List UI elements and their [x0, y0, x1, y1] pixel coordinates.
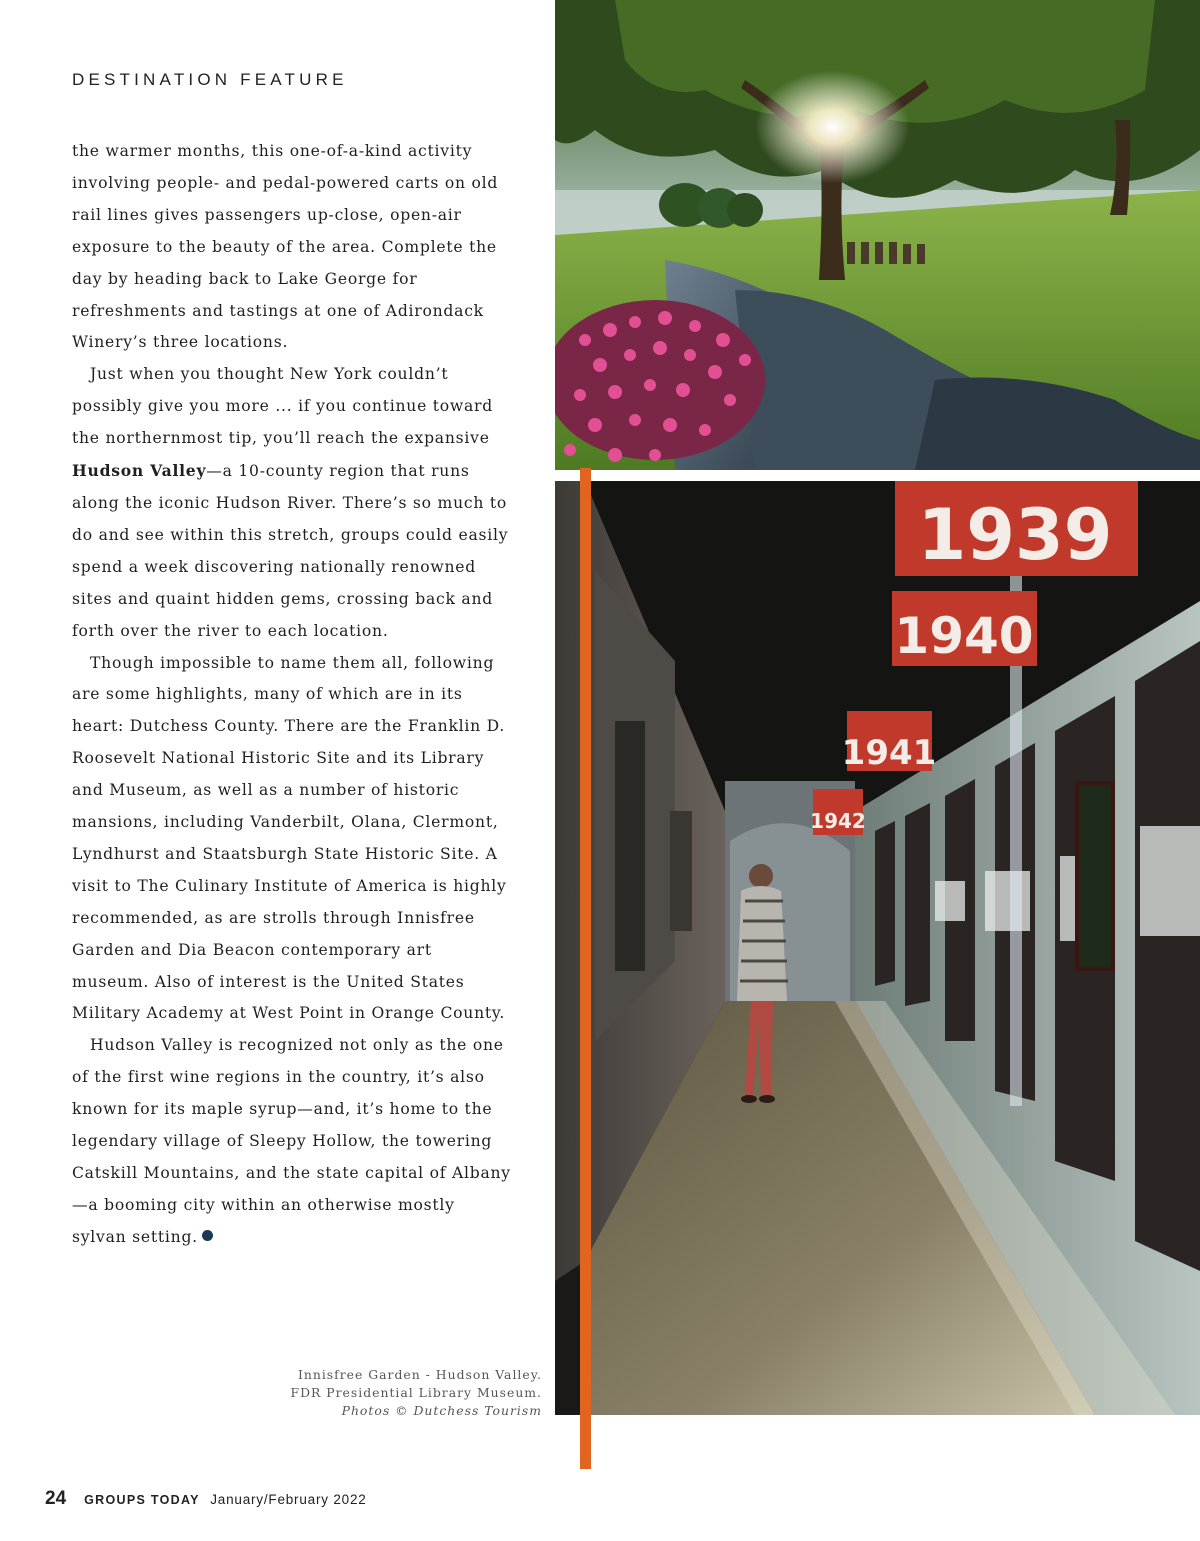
paragraph-3: Though impossible to name them all, following are some highlights, many of which are in its heart: Dutchess County. There are the Franklin D. Roosevelt National Historic Site and its Library and Museum, as well as a number of historic mansions, including Vanderbilt, Olana, Clermont, Lyndhurst and Staatsburgh State Historic Site. A visit to The Culinary Institute of America is highly recommended, as are strolls through Innisfree Garden and Dia Beacon contemporary art museum. Also of interest is the United States Military Academy at West Point in Orange County. [72, 653, 507, 1023]
banner-1940 [892, 591, 1037, 666]
magazine-name: GROUPS TODAY [84, 1493, 200, 1507]
hudson-valley-highlight: Hudson Valley [72, 461, 207, 481]
paragraph-2-rest: —a 10-county region that runs along the iconic Hudson River. There’s so much to do and see within this stretch, groups could easily spend a week discovering nationally renowned sites and quaint hidden gems, crossing back and forth over the river to each location. [72, 462, 509, 640]
page-number: 24 [45, 1488, 67, 1509]
accent-bar [580, 468, 591, 1469]
paragraph-1: the warmer months, this one-of-a-kind activity involving people- and pedal-powered carts on old rail lines gives passengers up-close, open-air exposure to the beauty of the area. Complete the day by heading back to Lake George for refreshments and tastings at one of Adirondack Winery’s three locations. [72, 142, 499, 352]
caption-line-museum: FDR Presidential Library Museum. [290, 1385, 542, 1400]
banner-1942 [810, 789, 866, 835]
svg-text:1940: 1940 [894, 607, 1034, 665]
svg-text:1941: 1941 [841, 733, 937, 773]
svg-text:1939: 1939 [917, 494, 1113, 576]
paragraph-2-lead: Just when you thought New York couldn’t possibly give you more ... if you continue toward the northernmost tip, you’ll reach the expansive [72, 365, 493, 448]
banner-1939 [895, 481, 1138, 576]
paragraph-4-text: Hudson Valley is recognized not only as the one of the first wine regions in the country, it’s also known for its maple syrup—and, it’s home to the legendary village of Sleepy Hollow, the towering Catskill Mountains, and the state capital of Albany—a booming city within an otherwise mostly sylvan setting. [72, 1036, 511, 1246]
caption-line-garden: Innisfree Garden - Hudson Valley. [297, 1367, 542, 1382]
fdr-museum-photo [555, 481, 1200, 1415]
banner-1941 [842, 711, 937, 773]
svg-text:1942: 1942 [810, 809, 866, 833]
section-label: DESTINATION FEATURE [72, 70, 348, 89]
paragraph-2 [72, 359, 512, 647]
photo-caption [290, 1366, 542, 1420]
issue-date: January/February 2022 [210, 1492, 367, 1507]
innisfree-garden-photo [555, 0, 1200, 470]
paragraph-4 [72, 1030, 512, 1253]
caption-credit: Photos © Dutchess Tourism [341, 1403, 542, 1418]
end-of-article-icon [202, 1230, 213, 1241]
page-footer [45, 1488, 367, 1510]
article-body [72, 136, 512, 1254]
